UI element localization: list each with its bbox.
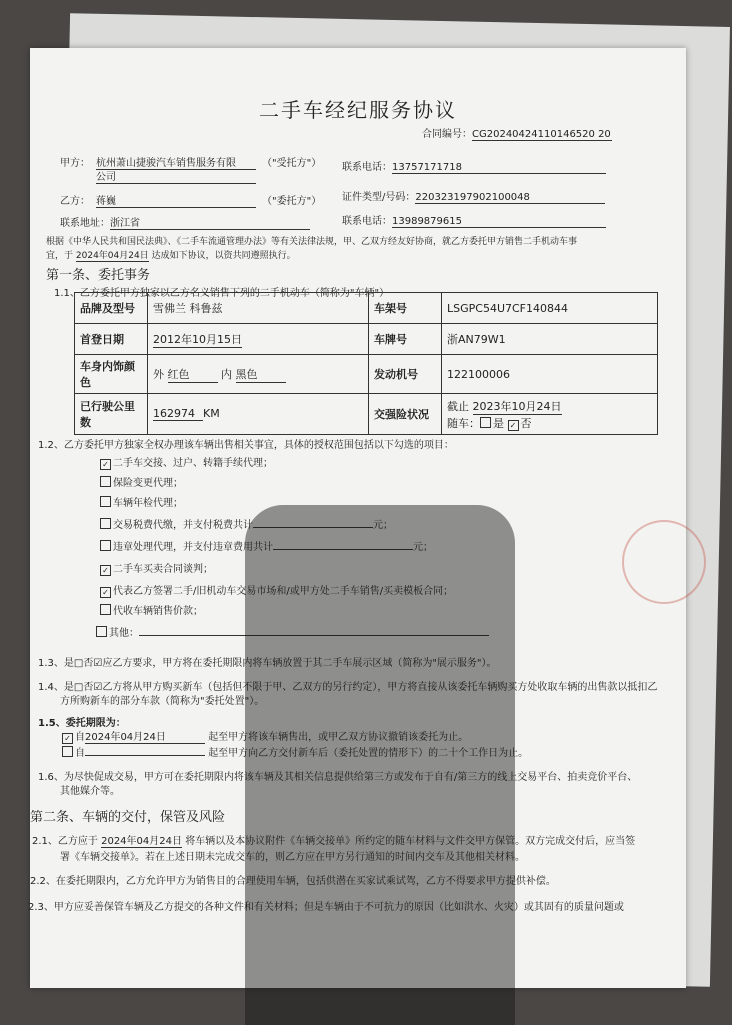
clause-1-6-line1: 1.6、为尽快促成交易，甲方可在委托期限内将该车辆及其相关信息提供给第三方或发布于自有/第三方的线上交易平台、拍卖竞价平台、 [38,772,638,783]
party-b-label: 乙方： [60,196,90,207]
insurance-value: 截止 2023年10月24日 随车： 是 ✓ 否 [442,394,658,435]
auth-item-3: 车辆年检代理； [100,494,183,509]
auth-item-4: 交易税费代缴，并支付税费共计 元； [100,516,393,531]
clause-1-4-line1: 1.4、是□否☑乙方将从甲方购买新车（包括但不限于甲、乙双方的另行约定），甲方将直接从该委托车辆购买方处收取车辆的出售款以抵扣乙 [38,682,658,693]
auth-item-1: ✓ 二手车交接、过户、转籍手续代理； [100,454,273,470]
clause-1-4-line2: 方所购新车的部分车款（简称为"委托处置"）。 [60,696,265,707]
vehicle-table [74,292,658,435]
clause-2-2: 2.2、在委托期限内，乙方允许甲方为销售目的合理使用车辆，包括供潜在买家试乘试驾，乙方不得要求甲方提供补偿。 [30,876,556,887]
plate-value: 浙AN79W1 [442,324,658,355]
engine-header: 发动机号 [369,355,442,394]
clause-1-3: 1.3、是□否☑应乙方要求，甲方将在委托期限内将车辆放置于其二手车展示区域（简称为"展示服务"）。 [38,658,497,669]
section-2-heading: 第二条、车辆的交付，保管及风险 [30,810,226,825]
preamble-line1: 根据《中华人民共和国民法典》、《二手车流通管理办法》等有关法律法规，甲、乙双方经友好协商，就乙方委托甲方销售二手机动车事 [46,237,578,247]
km-value: 162974 KM [148,394,369,435]
party-a-name-line1: 杭州萧山捷骏汽车销售服务有限 [96,154,256,170]
insurance-no-checkbox: ✓ [508,420,519,431]
brand-value: 雪佛兰 科鲁兹 [148,293,369,324]
seal-stamp-edge [622,520,706,604]
preamble-line2: 宜，于 2024年04月24日 达成如下协议，以资共同遵照执行。 [46,248,296,262]
section-1-heading: 第一条、委托事务 [46,268,151,283]
phone-shadow [245,505,515,1025]
reg-value: 2012年10月15日 [148,324,369,355]
color-value: 外 红色 内 黑色 [148,355,369,394]
clause-1-2: 1.2、乙方委托甲方独家全权办理该车辆出售相关事宜，具体的授权范围包括以下勾选的项目： [38,440,454,451]
contract-number: 合同编号：CG20240424110146520 20 [422,129,611,140]
term-option-2: 自 起至甲方向乙方交付新车后（委托处置的情形下）的二十个工作日为止。 [62,744,528,759]
clause-2-1-line1: 2.1、乙方应于 2024年04月24日 将车辆以及本协议附件《车辆交接单》所约定的随车材料与文件交甲方保管。双方完成交付后，应当签 [32,832,635,848]
reg-header: 首登日期 [75,324,148,355]
auth-item-8: 代收车辆销售价款； [100,602,203,617]
clause-2-3: 2.3、甲方应妥善保管车辆及乙方提交的各种文件和有关材料；但是车辆由于不可抗力的原因（比如洪水、火灾）或其固有的质量问题或 [28,902,624,913]
party-b-phone: 联系电话：13989879615 [342,212,606,228]
engine-value: 122100006 [442,355,658,394]
insurance-yes-checkbox [480,417,491,428]
term-option-1: ✓ 自2024年04月24日 起至甲方将该车辆售出，或甲乙双方协议撤销该委托为止。 [62,728,468,744]
color-header: 车身内饰颜色 [75,355,148,394]
party-b-name: 蒋巍 [96,192,256,208]
party-a-role: （"受托方"） [262,158,322,169]
auth-item-9: 其他： [96,624,489,639]
auth-item-6: ✓ 二手车买卖合同谈判； [100,560,213,576]
party-b-address: 联系地址：浙江省 [60,214,310,230]
party-a-phone: 联系电话：13757171718 [342,158,606,174]
vin-value: LSGPC54U7CF140844 [442,293,658,324]
clause-1-1: 1.1、乙方委托甲方独家以乙方名义销售下列的二手机动车（简称为"车辆"） [54,288,390,299]
party-b-role: （"委托方"） [262,196,322,207]
auth-item-7: ✓ 代表乙方签署二手/旧机动车交易市场和/或甲方处二手车销售/买卖模板合同； [100,582,453,598]
clause-1-5: 1.5、委托期限为： [38,718,126,729]
party-a-label: 甲方： [60,158,90,169]
plate-header: 车牌号 [369,324,442,355]
auth-item-5: 违章处理代理，并支付违章费用共计 元； [100,538,433,553]
clause-2-1-line2: 署《车辆交接单》。若在上述日期未完成交车的，则乙方应在甲方另行通知的时间内交车及其他相关材料。 [60,852,525,863]
party-a-name-line2: 公司 [96,168,256,184]
insurance-header: 交强险状况 [369,394,442,435]
vin-header: 车架号 [369,293,442,324]
document-title: 二手车经纪服务协议 [259,98,457,122]
clause-1-6-line2: 其他媒介等。 [60,786,120,797]
party-b-id: 证件类型/号码：220323197902100048 [342,188,605,204]
auth-item-2: 保险变更代理； [100,474,183,489]
km-header: 已行驶公里数 [75,394,148,435]
brand-header: 品牌及型号 [75,293,148,324]
